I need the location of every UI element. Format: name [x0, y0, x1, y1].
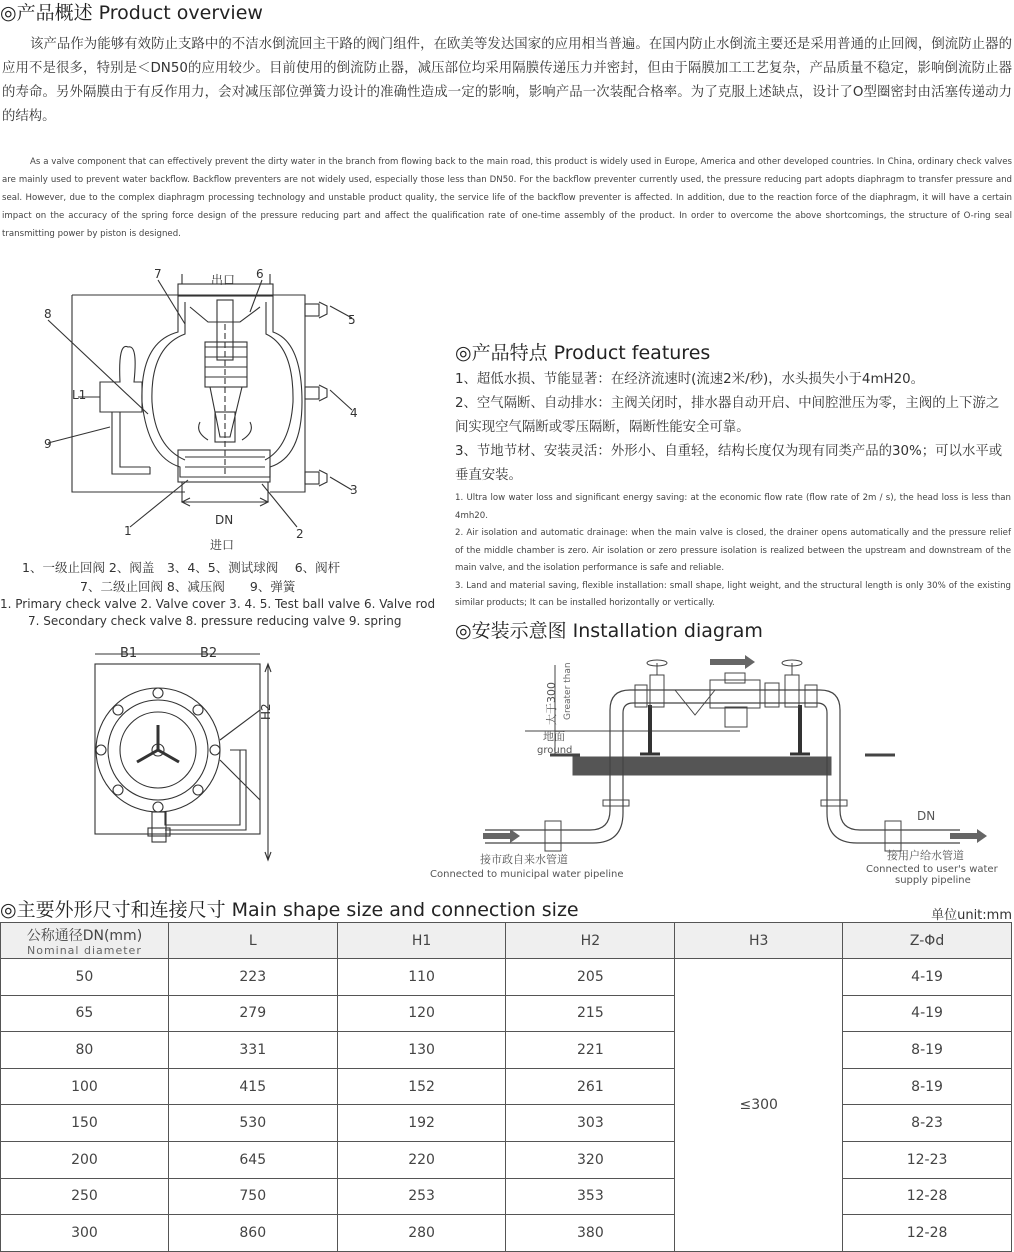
- municipal-cn: 接市政自来水管道: [480, 853, 568, 866]
- feature-cn-2: 2、空气隔断、自动排水：主阀关闭时，排水器自动开启、中间腔泄压为零，主阀的上下游之间实现空气隔断或零压隔断，隔断性能安全可靠。: [455, 396, 1000, 435]
- overview-text-en: As a valve component that can effectively prevent the dirty water in the branch from flowing back to the main road, this product is widely used in Europe, America and other developed countries. In China, ordinary check valves are mainly used to prevent water backflow. Backflow preventers are not widely used, especially those less than DN50. For the backflow preventer currently used, the pressure reducing part adopts diaphragm to transfer pressure and seal. However, due to the complex diaphragm processing technology and unstable product quality, the service life of the backflow preventer is affected. In addition, due to the reaction force of the diaphragm, it will have a certain impact on the accuracy of the spring force design of the pressure reducing part and affect the qualification rate of one-time assembly of the product. In order to overcome the above shortcomings, the structure of O-ring seal transmitting power by piston is designed.: [2, 157, 1012, 239]
- features-title: ◎产品特点 Product features: [455, 342, 711, 364]
- table-row: [1, 1215, 1012, 1252]
- callout-5: 5: [348, 313, 356, 327]
- installation-diagram: [425, 645, 1014, 890]
- cell-dn: 80: [1, 1032, 169, 1069]
- table-row: [1, 959, 1012, 996]
- table-row: [1, 1032, 1012, 1069]
- callout-2: 2: [296, 527, 304, 541]
- cell-h1: 110: [337, 959, 506, 996]
- feature-cn-1: 1、超低水损、节能显著：在经济流速时(流速2米/秒)，水头损失小于4mH20。: [455, 372, 924, 387]
- cell-l: 415: [168, 1068, 337, 1105]
- user-en-2: supply pipeline: [895, 875, 971, 886]
- cell-h1: 253: [337, 1178, 506, 1215]
- cell-l: 223: [168, 959, 337, 996]
- callout-3: 3: [350, 483, 358, 497]
- cell-z: 12-28: [843, 1178, 1012, 1215]
- header-dn-en: Nominal diameter: [26, 943, 142, 957]
- cell-z: 8-19: [843, 1068, 1012, 1105]
- cell-l: 645: [168, 1141, 337, 1178]
- greater-than-300-cn: 大于300: [545, 682, 558, 725]
- cell-h2: 261: [506, 1068, 675, 1105]
- cell-h2: 353: [506, 1178, 675, 1215]
- header-l: L: [168, 923, 337, 959]
- cell-dn: 300: [1, 1215, 169, 1252]
- cell-dn: 150: [1, 1105, 169, 1142]
- municipal-en: Connected to municipal water pipeline: [430, 869, 624, 880]
- cell-z: 4-19: [843, 995, 1012, 1032]
- callout-9: 9: [44, 437, 52, 451]
- legend-cn-1: 1、一级止回阀 2、阀盖 3、4、5、测试球阀 6、阀杆: [22, 560, 341, 575]
- cell-z: 12-28: [843, 1215, 1012, 1252]
- cell-dn: 100: [1, 1068, 169, 1105]
- valve-section-diagram: [30, 262, 420, 557]
- table-row: [1, 1105, 1012, 1142]
- overview-title: ◎产品概述 Product overview: [0, 2, 263, 24]
- installation-dn: DN: [917, 809, 936, 823]
- table-row: [1, 1068, 1012, 1105]
- cell-h2: 205: [506, 959, 675, 996]
- callout-1: 1: [124, 524, 132, 538]
- unit-label: 单位unit:mm: [931, 908, 1012, 923]
- b1-label: B1: [120, 646, 138, 661]
- cell-l: 530: [168, 1105, 337, 1142]
- cell-h2: 215: [506, 995, 675, 1032]
- cell-l: 860: [168, 1215, 337, 1252]
- user-cn: 接用户给水管道: [887, 849, 964, 862]
- header-z: Z-Φd: [843, 923, 1012, 959]
- cell-h1: 280: [337, 1215, 506, 1252]
- table-row: [1, 995, 1012, 1032]
- feature-cn-3: 3、节地节材、安装灵活：外形小、自重轻，结构长度仅为现有同类产品的30%；可以水平或垂直安装。: [455, 444, 1003, 483]
- cell-l: 279: [168, 995, 337, 1032]
- cell-z: 8-19: [843, 1032, 1012, 1069]
- cell-h1: 152: [337, 1068, 506, 1105]
- cell-l: 331: [168, 1032, 337, 1069]
- h2-label: H2: [259, 703, 273, 720]
- greater-than-en: Greater than: [563, 662, 573, 720]
- inlet-label: 进口: [210, 538, 235, 552]
- ground-en: ground: [537, 745, 573, 756]
- user-en-1: Connected to user's water: [866, 864, 998, 875]
- cell-dn: 250: [1, 1178, 169, 1215]
- cell-z: 4-19: [843, 959, 1012, 996]
- cell-h1: 120: [337, 995, 506, 1032]
- dimensions-table: [0, 922, 1012, 1252]
- cell-h3: ≤300: [675, 959, 843, 1252]
- legend-en-1: 1. Primary check valve 2. Valve cover 3. 4. 5. Test ball valve 6. Valve rod: [0, 597, 436, 611]
- callout-8: 8: [44, 307, 52, 321]
- header-dn: [1, 923, 169, 959]
- overview-text-cn: 该产品作为能够有效防止支路中的不洁水倒流回主干路的阀门组件，在欧美等发达国家的应用相当普遍。在国内防止水倒流主要还是采用普通的止回阀，倒流防止器的应用不是很多，特别是＜DN50的应用较少。目前使用的倒流防止器，减压部位均采用隔膜传递压力并密封，但由于隔膜加工工艺复杂，产品质量不稳定，影响倒流防止器的寿命。另外隔膜由于有反作用力，会对减压部位弹簧力设计的准确性造成一定的影响，影响产品一次装配合格率。为了克服上述缺点，设计了O型圈密封由活塞传递动力的结构。: [2, 37, 1012, 124]
- l1-label: L1: [72, 388, 87, 402]
- cell-h2: 221: [506, 1032, 675, 1069]
- cell-l: 750: [168, 1178, 337, 1215]
- b2-label: B2: [200, 646, 218, 661]
- legend-cn-2: 7、二级止回阀 8、减压阀 9、弹簧: [80, 579, 296, 594]
- callout-4: 4: [350, 406, 358, 420]
- feature-en-3: 3. Land and material saving, flexible installation: small shape, light weight, and the structural length is only 30% of the existing similar products; It can be installed horizontally or vertically.: [455, 580, 1011, 608]
- callout-6: 6: [256, 267, 264, 281]
- table-row: [1, 1141, 1012, 1178]
- header-h1: H1: [337, 923, 506, 959]
- cell-h1: 130: [337, 1032, 506, 1069]
- cell-z: 12-23: [843, 1141, 1012, 1178]
- header-h2: H2: [506, 923, 675, 959]
- dimensions-title: ◎主要外形尺寸和连接尺寸 Main shape size and connection size: [0, 899, 579, 921]
- table-header-row: [1, 923, 1012, 959]
- cell-dn: 200: [1, 1141, 169, 1178]
- feature-en-2: 2. Air isolation and automatic drainage: when the main valve is closed, the drainer opens automatically and the pressure relief of the middle chamber is zero. Air isolation or zero pressure isolation is realized between the upstream and downstream of the main valve, and the isolation performance is safe and reliable.: [455, 528, 1011, 573]
- installation-title: ◎安装示意图 Installation diagram: [455, 620, 763, 642]
- features-cn: [455, 368, 1011, 488]
- dn-label: DN: [215, 513, 234, 527]
- cell-dn: 50: [1, 959, 169, 996]
- flange-side-view: [90, 640, 290, 870]
- header-dn-cn: 公称通径DN(mm): [26, 927, 143, 944]
- cell-h2: 380: [506, 1215, 675, 1252]
- ground-cn: 地面: [543, 730, 565, 743]
- features-en: [455, 490, 1011, 613]
- feature-en-1: 1. Ultra low water loss and significant energy saving: at the economic flow rate (flow rate of 2m / s), the head loss is less than 4mh20.: [455, 493, 1011, 521]
- outlet-label: 出口: [211, 273, 236, 287]
- callout-7: 7: [154, 267, 162, 281]
- header-h3: H3: [675, 923, 843, 959]
- cell-h2: 320: [506, 1141, 675, 1178]
- cell-dn: 65: [1, 995, 169, 1032]
- legend-en-2: 7. Secondary check valve 8. pressure reducing valve 9. spring: [28, 614, 402, 628]
- cell-h1: 192: [337, 1105, 506, 1142]
- cell-z: 8-23: [843, 1105, 1012, 1142]
- cell-h1: 220: [337, 1141, 506, 1178]
- cell-h2: 303: [506, 1105, 675, 1142]
- table-row: [1, 1178, 1012, 1215]
